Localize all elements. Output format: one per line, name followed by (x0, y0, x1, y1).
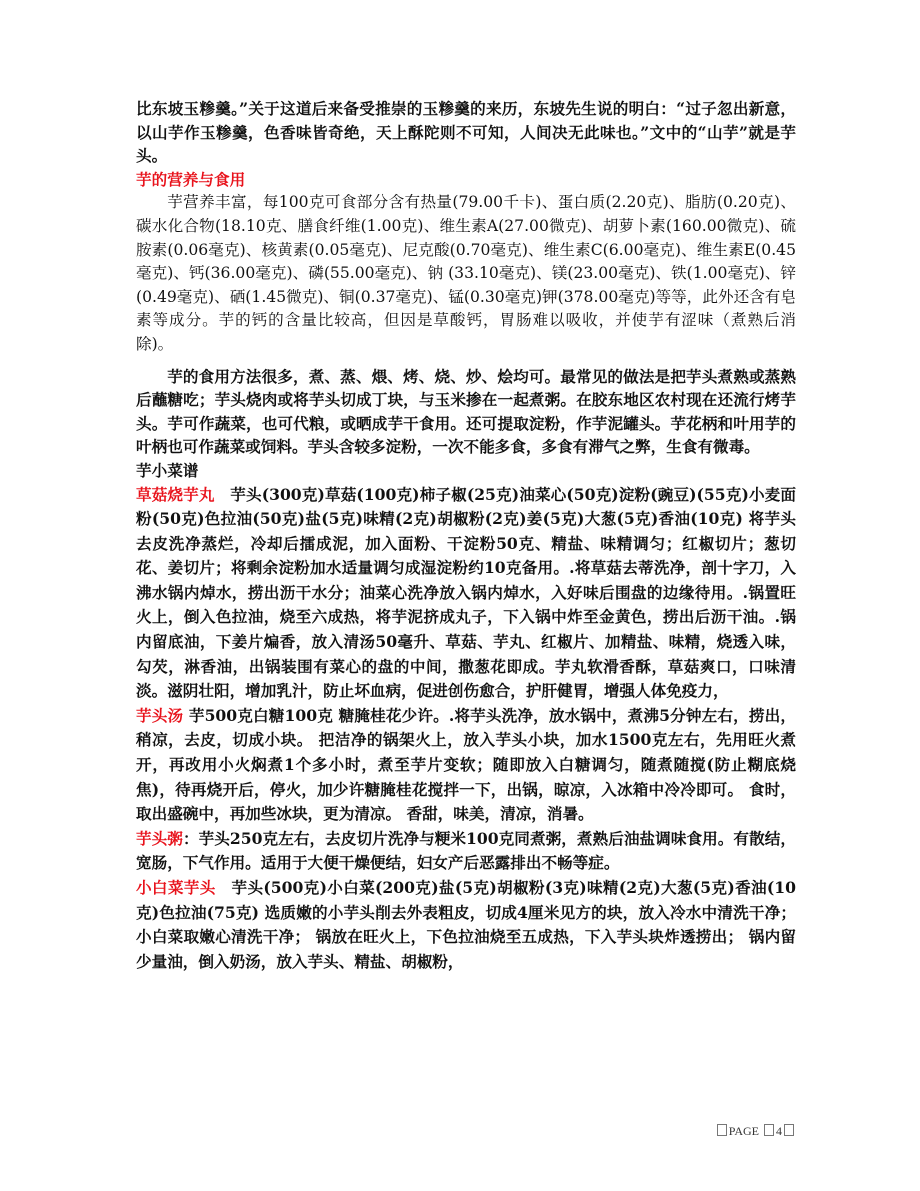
intro-paragraph: 比东坡玉糁羹。”关于这道后来备受推崇的玉糁羹的来历，东坡先生说的明白：“过子忽出新意，以山芋作玉糁羹，色香味皆奇绝，天上酥陀则不可知，人间决无此味也。”文中的“山芋”就是芋头。 (136, 99, 796, 166)
section-heading-recipes: 芋小菜谱 (136, 460, 199, 480)
paragraph-gap (136, 357, 796, 365)
nutrition-paragraph-1: 芋营养丰富，每100克可食部分含有热量(79.00千卡)、蛋白质(2.20克)、脂肪(0.20克)、碳水化合物(18.10克、膳食纤维(1.00克)、维生素A(27.00微克)、胡萝卜素(160.00微克)、硫胺素(0.06毫克)、核黄素(0.05毫克)、尼克酸(0.70毫克)、维生素C(6.00毫克)、维生素E(0.45毫克)、钙(36.00毫克)、磷(55.00毫克)、钠 (33.10毫克)、镁(23.00毫克)、铁(1.00毫克)、锌(0.49毫克)、硒(1.45微克)、铜(0.37毫克)、锰(0.30毫克)钾(378.00毫克)等等，此外还含有皂素等成分。芋的钙的含量比较高，但因是草酸钙，胃肠难以吸收，并使芋有涩味（煮熟后消除)。 (136, 193, 796, 353)
page-footer (715, 1124, 796, 1139)
recipe-title: 芋头粥 (136, 828, 183, 848)
recipe-title: 草菇烧芋丸 (136, 484, 215, 504)
page-number: 4 (776, 1124, 782, 1138)
recipe-2 (136, 704, 796, 827)
field-marker-icon (717, 1124, 727, 1136)
recipe-1 (136, 483, 796, 704)
document-page (136, 97, 796, 974)
recipe-3 (136, 827, 796, 876)
page-label: PAGE (728, 1124, 759, 1138)
field-marker-icon (764, 1124, 774, 1136)
recipe-title: 小白菜芋头 (136, 878, 216, 897)
nutrition-paragraph-2: 芋的食用方法很多，煮、蒸、煨、烤、烧、炒、烩均可。最常见的做法是把芋头煮熟或蒸熟后蘸糖吃；芋头烧肉或将芋头切成丁块，与玉米掺在一起煮粥。在胶东地区农村现在还流行烤芋头。芋可作蔬菜，也可代粮，或晒成芋干食用。还可提取淀粉，作芋泥罐头。芋花柄和叶用芋的叶柄也可作蔬菜或饲料。芋头含较多淀粉，一次不能多食，多食有滞气之弊，生食有微毒。 (136, 366, 796, 457)
recipe-body: 芋头(500克)小白菜(200克)盐(5克)胡椒粉(3克)味精(2克)大葱(5克)香油(10克)色拉油(75克) 选质嫩的小芋头削去外表粗皮，切成4厘米见方的块，放入冷水中清洗干净；小白菜取嫩心清洗干净； 锅放在旺火上，下色拉油烧至五成热，下入芋头块炸透捞出； 锅内留少量油，倒入奶汤，放入芋头、精盐、胡椒粉， (136, 878, 796, 971)
recipe-body: ：芋头250克左右，去皮切片洗净与粳米100克同煮粥，煮熟后油盐调味食用。有散结，宽肠，下气作用。适用于大便干燥便结，妇女产后恶露排出不畅等症。 (136, 828, 796, 873)
recipe-title: 芋头汤 (136, 705, 184, 725)
field-marker-icon (784, 1124, 794, 1136)
recipe-body: 芋头(300克)草菇(100克)柿子椒(25克)油菜心(50克)淀粉(豌豆)(55克)小麦面粉(50克)色拉油(50克)盐(5克)味精(2克)胡椒粉(2克)姜(5克)大葱(5克)香油(10克) 将芋头去皮洗净蒸烂，冷却后擂成泥，加入面粉、干淀粉50克、精盐、味精调匀；红椒切片；葱切花、姜切片；将剩余淀粉加水适量调匀成湿淀粉约10克备用。.将草菇去蒂洗净，剖十字刀，入沸水锅内焯水，捞出沥干水分；油菜心洗净放入锅内焯水，入好味后围盘的边缘待用。.锅置旺火上，倒入色拉油，烧至六成热，将芋泥挤成丸子，下入锅中炸至金黄色，捞出后沥干油。.锅内留底油，下姜片煸香，放入清汤50毫升、草菇、芋丸、红椒片、加精盐、味精，烧透入味，勾芡，淋香油，出锅装围有菜心的盘的中间，撒葱花即成。芋丸软滑香酥，草菇爽口，口味清淡。滋阴壮阳，增加乳汁，防止坏血病，促进创伤愈合，护肝健胃，增强人体免疫力， (136, 484, 796, 701)
recipe-4 (136, 876, 796, 974)
recipe-body: 芋500克白糖100克 糖腌桂花少许。.将芋头洗净，放水锅中，煮沸5分钟左右，捞出，稍凉，去皮，切成小块。 把洁净的锅架火上，放入芋头小块，加水1500克左右，先用旺火煮开，再改用小火焖煮1个多小时，煮至芋片变软；随即放入白糖调匀，随煮随搅(防止糊底烧焦)，待再烧开后，停火，加少许糖腌桂花搅拌一下，出锅，晾凉，入冰箱中冷冷即可。 食时，取出盛碗中，再加些冰块，更为清凉。 香甜，味美，清凉，消暑。 (136, 705, 796, 824)
section-heading-nutrition: 芋的营养与食用 (136, 169, 246, 189)
